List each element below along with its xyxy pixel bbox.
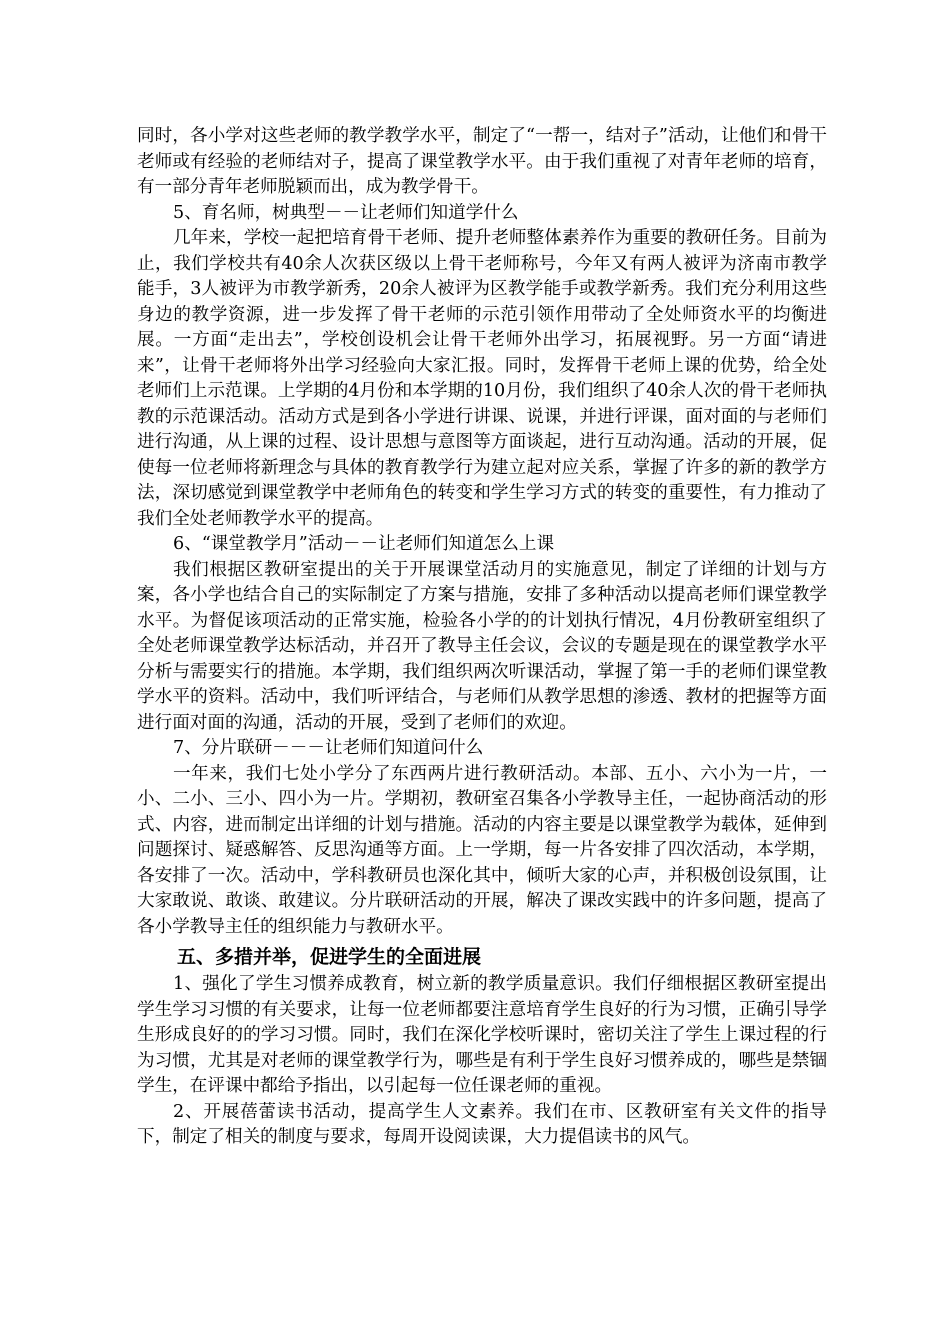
paragraph: 2、开展蓓蕾读书活动，提高学生人文素养。我们在市、区教研室有关文件的指导下，制定了相关的制度与要求，每周开设阅读课，大力提倡读书的风气。 <box>137 1101 827 1147</box>
paragraph: 同时，各小学对这些老师的教学教学水平，制定了“一帮一，结对子”活动，让他们和骨干老师或有经验的老师结对子，提高了课堂教学水平。由于我们重视了对青年老师的培育，有一部分青年老师脱颖而出，成为教学骨干。 <box>137 126 827 197</box>
paragraph: 一年来，我们七处小学分了东西两片进行教研活动。本部、五小、六小为一片，一小、二小、三小、四小为一片。学期初，教研室召集各小学教导主任，一起协商活动的形式、内容，进而制定出详细的计划与措施。活动的内容主要是以课堂教学为载体，延伸到问题探讨、疑惑解答、反思沟通等方面。上一学期，每一片各安排了四次活动，本学期，各安排了一次。活动中，学科教研员也深化其中，倾听大家的心声，并积极创设氛围，让大家敢说、敢谈、敢建议。分片联研活动的开展，解决了课改实践中的许多问题，提高了各小学教导主任的组织能力与教研水平。 <box>137 763 827 937</box>
paragraph: 我们根据区教研室提出的关于开展课堂活动月的实施意见，制定了详细的计划与方案，各小学也结合自己的实际制定了方案与措施，安排了多种活动以提高老师们课堂教学水平。为督促该项活动的正常实施，检验各小学的的计划执行情况，4月份教研室组织了全处老师课堂教学达标活动，并召开了教导主任会议，会议的专题是现在的课堂教学水平分析与需要实行的措施。本学期，我们组织两次听课活动，掌握了第一手的老师们课堂教学水平的资料。活动中，我们听评结合，与老师们从教学思想的渗透、教材的把握等方面进行面对面的沟通，活动的开展，受到了老师们的欢迎。 <box>137 559 827 733</box>
subsection-title: 5、育名师，树典型－－让老师们知道学什么 <box>173 202 519 223</box>
paragraph: 几年来，学校一起把培育骨干老师、提升老师整体素养作为重要的教研任务。目前为止，我们学校共有40余人次获区级以上骨干老师称号，今年又有两人被评为济南市教学能手，3人被评为市教学新秀，20余人被评为区教学能手或教学新秀。我们充分利用这些身边的教学资源，进一步发挥了骨干老师的示范引领作用带动了全处师资水平的均衡进展。一方面“走出去”，学校创设机会让骨干老师外出学习，拓展视野。另一方面“请进来”，让骨干老师将外出学习经验向大家汇报。同时，发挥骨干老师上课的优势，给全处老师们上示范课。上学期的4月份和本学期的10月份，我们组织了40余人次的骨干老师执教的示范课活动。活动方式是到各小学进行讲课、说课，并进行评课，面对面的与老师们进行沟通，从上课的过程、设计思想与意图等方面谈起，进行互动沟通。活动的开展，促使每一位老师将新理念与具体的教育教学行为建立起对应关系，掌握了许多的新的教学方法，深切感觉到课堂教学中老师角色的转变和学生学习方式的转变的重要性，有力推动了我们全处老师教学水平的提高。 <box>137 228 827 529</box>
subsection-title: 7、分片联研－－－让老师们知道问什么 <box>173 738 484 758</box>
document-body <box>137 124 827 1151</box>
section-heading: 五、多措并举，促进学生的全面进展 <box>177 946 482 968</box>
paragraph: 1、强化了学生习惯养成教育，树立新的教学质量意识。我们仔细根据区教研室提出学生学习习惯的有关要求，让每一位老师都要注意培育学生良好的行为习惯，正确引导学生形成良好的的学习习惯。同时，我们在深化学校听课时，密切关注了学生上课过程的行为习惯，尤其是对老师的课堂教学行为，哪些是有利于学生良好习惯养成的，哪些是禁锢学生，在评课中都给予指出，以引起每一位任课老师的重视。 <box>137 974 827 1096</box>
subsection-title: 6、“课堂教学月”活动－－让老师们知道怎么上课 <box>173 534 555 554</box>
